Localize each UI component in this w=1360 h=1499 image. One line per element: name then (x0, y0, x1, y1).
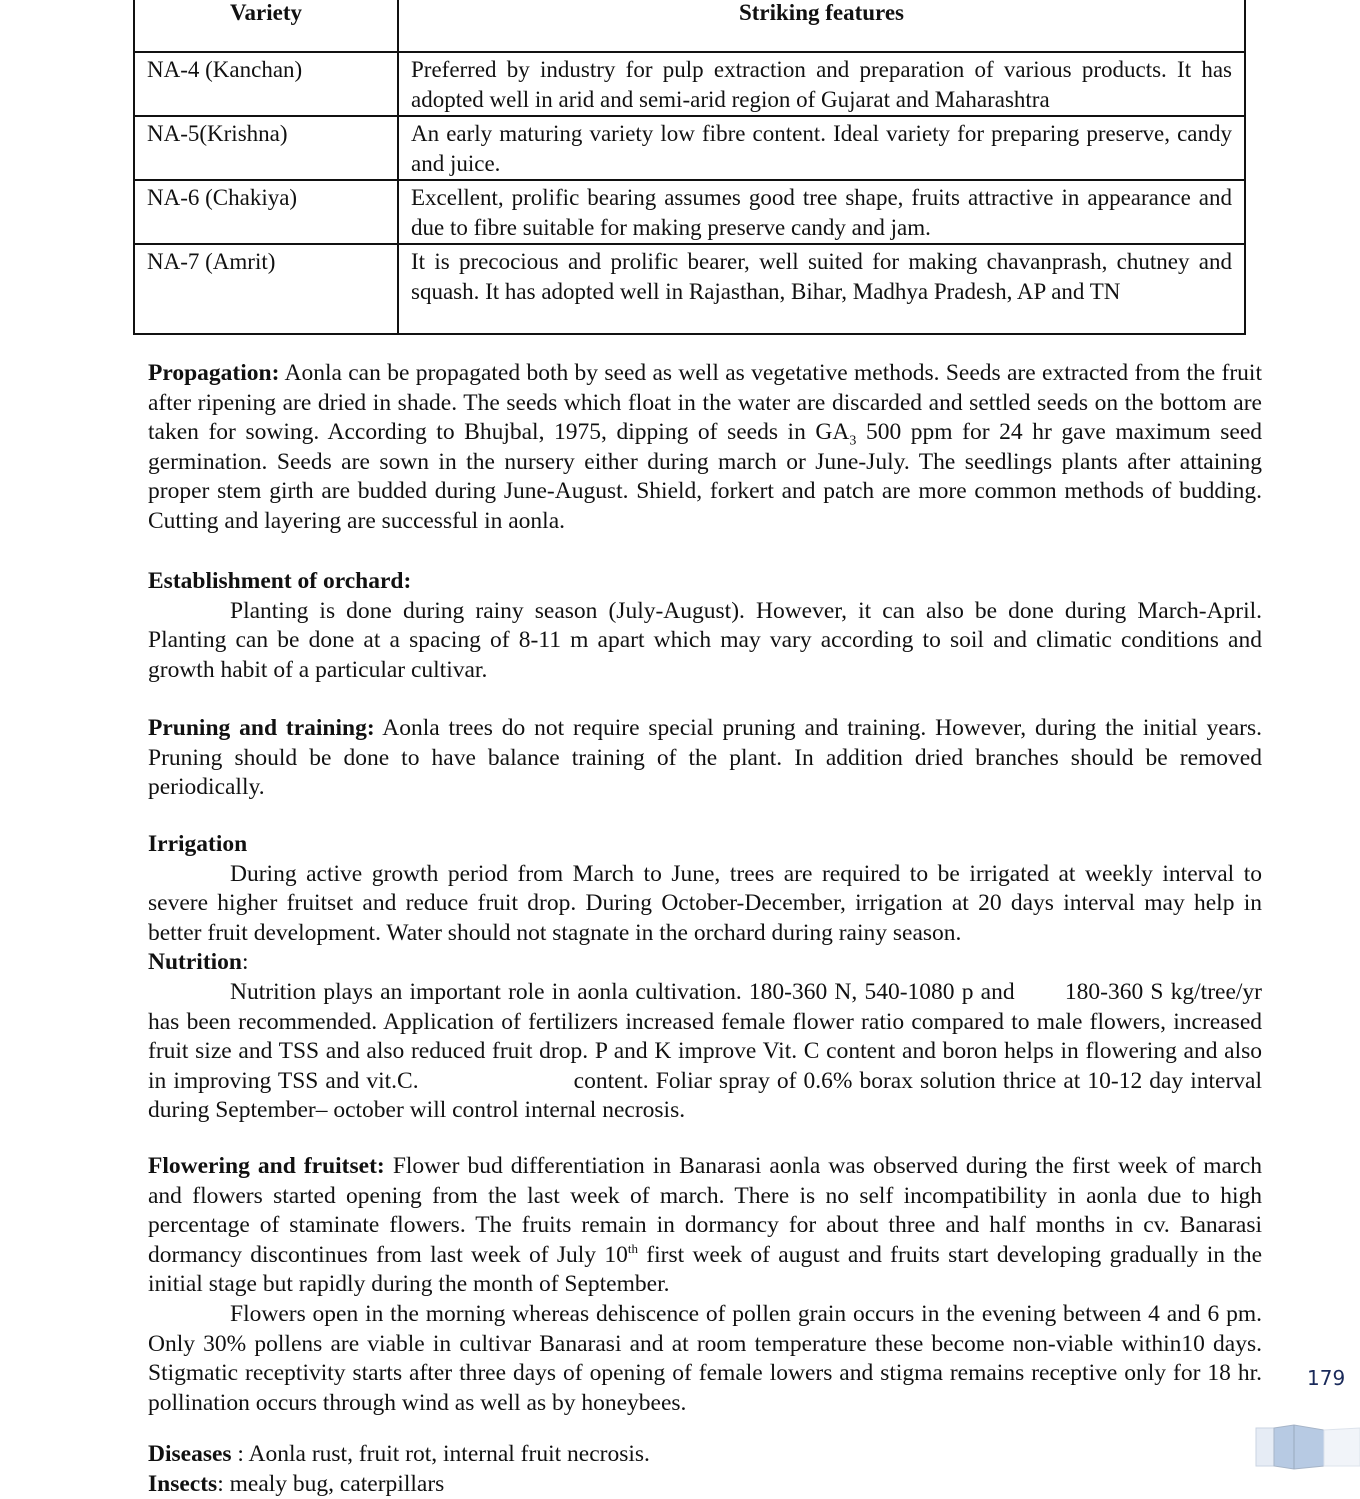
variety-cell: NA-4 (Kanchan) (134, 52, 398, 116)
features-cell: It is precocious and prolific bearer, well suited for making chavanprash, chutney and squash. It has adopted well in Rajasthan, Bihar, Madhya Pradesh, AP and TN (398, 244, 1245, 334)
insects-text: : mealy bug, caterpillars (217, 1470, 445, 1497)
features-cell: Preferred by industry for pulp extraction and preparation of various products. It has adopted well in arid and semi-arid region of Gujarat and Maharashtra (398, 52, 1245, 116)
pruning-section (148, 714, 1262, 803)
table-row (134, 244, 1245, 334)
superscript: th (627, 1240, 638, 1256)
page-number: 179 (1307, 1366, 1346, 1390)
establishment-heading: Establishment of orchard: (148, 568, 412, 594)
pruning-heading: Pruning and training: (148, 715, 375, 741)
irrigation-section (148, 830, 1268, 1126)
insects-heading: Insects (148, 1470, 218, 1497)
table-row (134, 180, 1245, 244)
pruning-text: Aonla trees do not require special pruning and training. However, during the initial years. Pruning should be done to have balance training of the plant. In addition dried branches should be removed periodically. (148, 715, 1262, 801)
nutrition-heading: Nutrition (148, 949, 242, 976)
flowering-section (148, 1152, 1262, 1418)
diseases-heading: Diseases (148, 1441, 232, 1467)
pests-section (148, 1440, 1262, 1499)
table-row (134, 116, 1245, 180)
variety-cell: NA-7 (Amrit) (134, 244, 398, 334)
establishment-text: Planting is done during rainy season (July-August). However, it can also be done during March-April. Planting can be done at a spacing of 8-11 m apart which may vary according to soil and climatic conditions and growth habit of a particular cultivar. (148, 597, 1262, 683)
variety-cell: NA-6 (Chakiya) (134, 180, 398, 244)
propagation-heading: Propagation: (148, 360, 280, 386)
features-cell: Excellent, prolific bearing assumes good tree shape, fruits attractive in appearance and due to fibre suitable for making preserve candy and jam. (398, 180, 1245, 244)
nutrition-colon: : (242, 949, 249, 976)
table-row (134, 52, 1245, 116)
header-striking-features: Striking features (398, 0, 1245, 52)
irrigation-heading: Irrigation (148, 831, 248, 857)
page-turn-icon[interactable] (1254, 1422, 1360, 1472)
subscript: 3 (849, 433, 857, 449)
variety-cell: NA-5(Krishna) (134, 116, 398, 180)
propagation-text: Aonla can be propagated both by seed as well as vegetative methods. Seeds are extracted from the fruit after ripening are dried in shade. The seeds which float in the water are discarded and settled seeds on the bottom are taken for sowing. According to Bhujbal, 1975, dipping of seeds in GA (148, 360, 1262, 446)
propagation-section (148, 359, 1262, 537)
features-cell: An early maturing variety low fibre content. Ideal variety for preparing preserve, candy and juice. (398, 116, 1245, 180)
irrigation-text: During active growth period from March to June, trees are required to be irrigated at weekly interval to severe higher fruitset and reduce fruit drop. During October-December, irrigation at 20 days interval may help in better fruit development. Water should not stagnate in the orchard during rainy season. (148, 860, 1262, 946)
flowering-heading: Flowering and fruitset: (148, 1153, 385, 1179)
header-variety: Variety (134, 0, 398, 52)
flowering-text: Flower bud differentiation in Banarasi aonla was observed during the first week of march and flowers started opening from the last week of march. There is no self incompatibility in aonla due to high percentage of staminate flowers. The fruits remain in dormancy for about three and half months in cv. Banarasi dormancy discontinues from last week of July 10 (148, 1153, 1262, 1268)
flowering-text-cont: first week of august and fruits start developing gradually in the initial stage but rapidly during the month of September. (148, 1241, 1262, 1298)
diseases-text: : Aonla rust, fruit rot, internal fruit necrosis. (231, 1441, 650, 1467)
nutrition-text: Nutrition plays an important role in aonla cultivation. 180-360 N, 540-1080 p and 180-360 S kg/tree/yr has been recommended. Application of fertilizers increased female flower ratio compared to male flowers, increased fruit size and TSS and also reduced fruit drop. P and K improve Vit. C content and boron helps in flowering and also in improving TSS and vit.C. content. Foliar spray of 0.6% borax solution thrice at 10-12 day interval during September– october will control internal necrosis. (148, 978, 1268, 1124)
flowering-para2: Flowers open in the morning whereas dehiscence of pollen grain occurs in the evening between 4 and 6 pm. Only 30% pollens are viable in cultivar Banarasi and at room temperature these become non-viable within10 days. Stigmatic receptivity starts after three days of opening of female lowers and stigma remains receptive only for 18 hr. pollination occurs through wind as well as by honeybees. (148, 1300, 1262, 1416)
table-header-row (134, 0, 1245, 52)
establishment-section (148, 567, 1262, 685)
variety-table (133, 0, 1246, 335)
propagation-text-cont: 500 ppm for 24 hr gave maximum seed germination. Seeds are sown in the nursery either during march or June-July. The seedlings plants after attaining proper stem girth are budded during June-August. Shield, forkert and patch are more common methods of budding. Cutting and layering are successful in aonla. (148, 419, 1262, 534)
